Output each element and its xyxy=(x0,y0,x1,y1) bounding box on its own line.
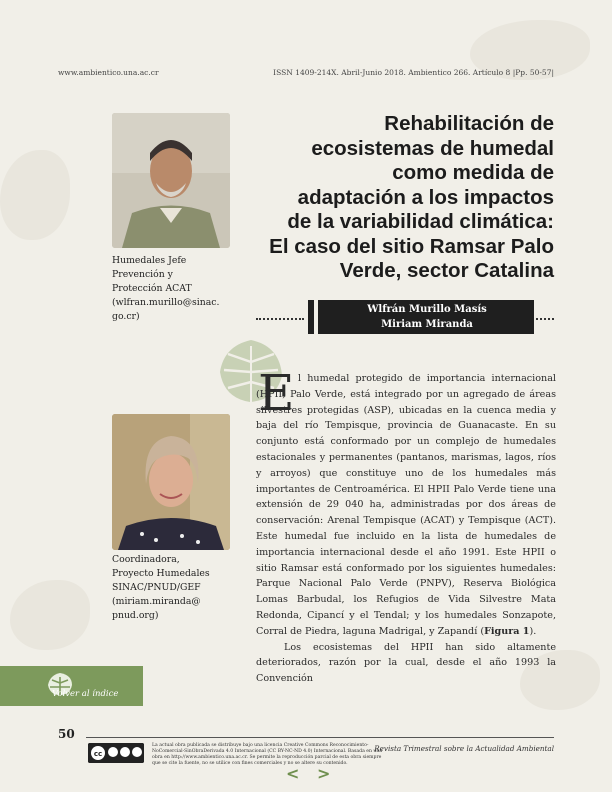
author-name-1: Wlfrán Murillo Masís xyxy=(367,304,487,315)
cc-license-badge[interactable] xyxy=(88,743,144,763)
svg-text:cc: cc xyxy=(93,750,103,758)
journal-name: Revista Trimestral sobre la Actualidad Ambiental xyxy=(374,744,554,753)
authors-block-bar xyxy=(314,300,318,334)
authors-names xyxy=(322,302,532,332)
author2-caption: Coordinadora, Proyecto Humedales SINAC/PNUD/GEF (miriam.miranda@ pnud.org) xyxy=(112,553,236,623)
author1-caption: Humedales Jefe Prevención y Protección ACAT (wlfran.murillo@sinac. go.cr) xyxy=(112,254,236,324)
dotted-rule-left xyxy=(256,318,304,320)
figure-reference[interactable]: Figura 1 xyxy=(484,625,530,637)
author1-email[interactable]: (wlfran.murillo@sinac. xyxy=(112,297,220,308)
background-leaf xyxy=(0,150,70,240)
license-text: La actual obra publicada se distribuye bajo una licencia Creative Commons Reconocimiento-NoComercial-SinObraDerivada 4.0 Internacional (CC BY-NC-ND 4.0) Internacional. Basada en una obra en http://www.ambientico.una.ac.cr. Se permite la reproducción parcial de esta obra siempre que se cite la fuente, no se utilice con fines comerciales y no se altere su contenido. xyxy=(152,743,383,766)
author-photo-miranda xyxy=(112,414,230,550)
back-to-index-link[interactable]: Volver al índice xyxy=(52,689,119,699)
dotted-rule-right xyxy=(536,318,554,320)
author-name-2: Miriam Miranda xyxy=(381,319,473,330)
author-photo-murillo xyxy=(112,113,230,248)
author2-email[interactable]: (miriam.miranda@ xyxy=(112,596,201,607)
article-body xyxy=(256,371,556,687)
page-nav-arrows[interactable]: < > xyxy=(286,764,337,783)
issn-line: ISSN 1409-214X. Abril-Junio 2018. Ambientico 266. Artículo 8 |Pp. 50-57| xyxy=(273,68,554,77)
footer-rule xyxy=(86,737,554,738)
journal-url[interactable]: www.ambientico.una.ac.cr xyxy=(58,68,159,77)
background-leaf xyxy=(10,580,90,650)
page-number: 50 xyxy=(58,727,75,741)
paragraph-1: l humedal protegido de importancia internacional (HPII) Palo Verde, está integrado por un agregado de áreas silvestres protegidas (ASP), ubicadas en la cuenca media y baja del río Tempisque, provincia de Guanacaste. En su conjunto está conformado por un complejo de humedales estacionales y permanentes (pantanos, marismas, lagos, ríos y arroyos) que constituye uno de los humedales más importantes de Centroamérica. El HPII Palo Verde tiene una extensión de 29 040 ha, administradas por dos áreas de conservación: Arenal Tempisque (ACAT) y Tempisque (ACT). Este humedal fue incluido en la lista de humedales de importancia internacional desde el año 1991. Este HPII o sitio Ramsar está conformado por los siguientes humedales: Parque Nacional Palo Verde (PNPV), Reserva Biológica Lomas Barbudal, los Refugios de Vida Silvestre Mata Redonda, Cipancí y el Tendal; y los humedales Sonzapote, Corral de Piedra, laguna Madrigal, y Zapandí (Figura 1). xyxy=(256,373,556,637)
paragraph-2: Los ecosistemas del HPII han sido altamente deteriorados, razón por la cual, desde el año 1993 la Convención xyxy=(256,641,556,685)
article-title: Rehabilitación de ecosistemas de humedal como medida de adaptación a los impactos de la variabilidad climática: El caso del sitio Ramsar Palo Verde, sector Catalina xyxy=(269,112,554,282)
drop-cap: E xyxy=(258,364,295,422)
